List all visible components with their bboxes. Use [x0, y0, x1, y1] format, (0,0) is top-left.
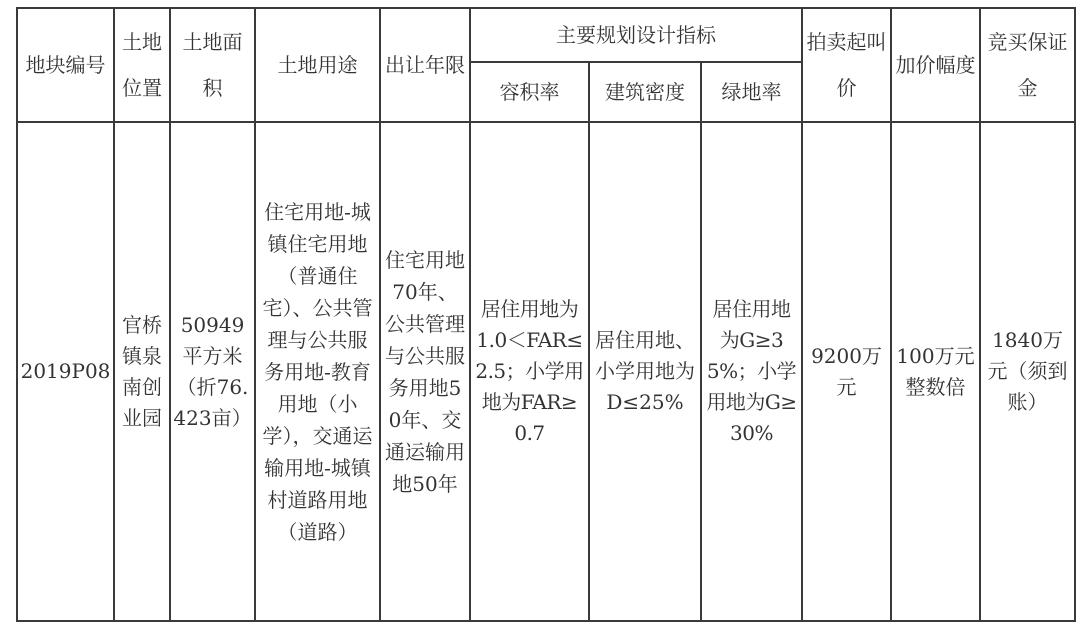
header-row-top: [17, 8, 1075, 62]
header-area: 土地面积: [170, 8, 255, 122]
header-location: 土地位置: [114, 8, 170, 122]
cell-start-price: 9200万元: [802, 122, 891, 621]
cell-green: 居住用地为G≥35%；小学用地为G≥30%: [701, 122, 802, 621]
cell-location: 官桥镇泉南创业园: [114, 122, 170, 621]
header-deposit: 竞买保证金: [980, 8, 1075, 122]
cell-far: 居住用地为1.0＜FAR≤2.5；小学用地为FAR≥0.7: [470, 122, 589, 621]
header-plot-no: 地块编号: [17, 8, 114, 122]
cell-deposit: 1840万元（须到账）: [980, 122, 1075, 621]
header-increment: 加价幅度: [891, 8, 980, 122]
land-auction-table: [16, 7, 1076, 622]
land-auction-table-container: [16, 7, 1074, 622]
cell-plot-no: 2019P08: [17, 122, 114, 621]
cell-density: 居住用地、小学用地为D≤25%: [589, 122, 701, 621]
header-planning-group: 主要规划设计指标: [470, 8, 802, 62]
header-far: 容积率: [470, 62, 589, 122]
header-density: 建筑密度: [589, 62, 701, 122]
header-start-price: 拍卖起叫价: [802, 8, 891, 122]
header-usage: 土地用途: [255, 8, 380, 122]
header-green: 绿地率: [701, 62, 802, 122]
cell-usage: 住宅用地-城镇住宅用地（普通住宅）、公共管理与公共服务用地-教育用地（小学），交通运输用地-城镇村道路用地（道路）: [255, 122, 380, 621]
cell-area: 50949平方米（折76.423亩）: [170, 122, 255, 621]
cell-increment: 100万元整数倍: [891, 122, 980, 621]
cell-term: 住宅用地70年、公共管理与公共服务用地50年、交通运输用地50年: [380, 122, 470, 621]
table-row: [17, 122, 1075, 621]
header-term: 出让年限: [380, 8, 470, 122]
